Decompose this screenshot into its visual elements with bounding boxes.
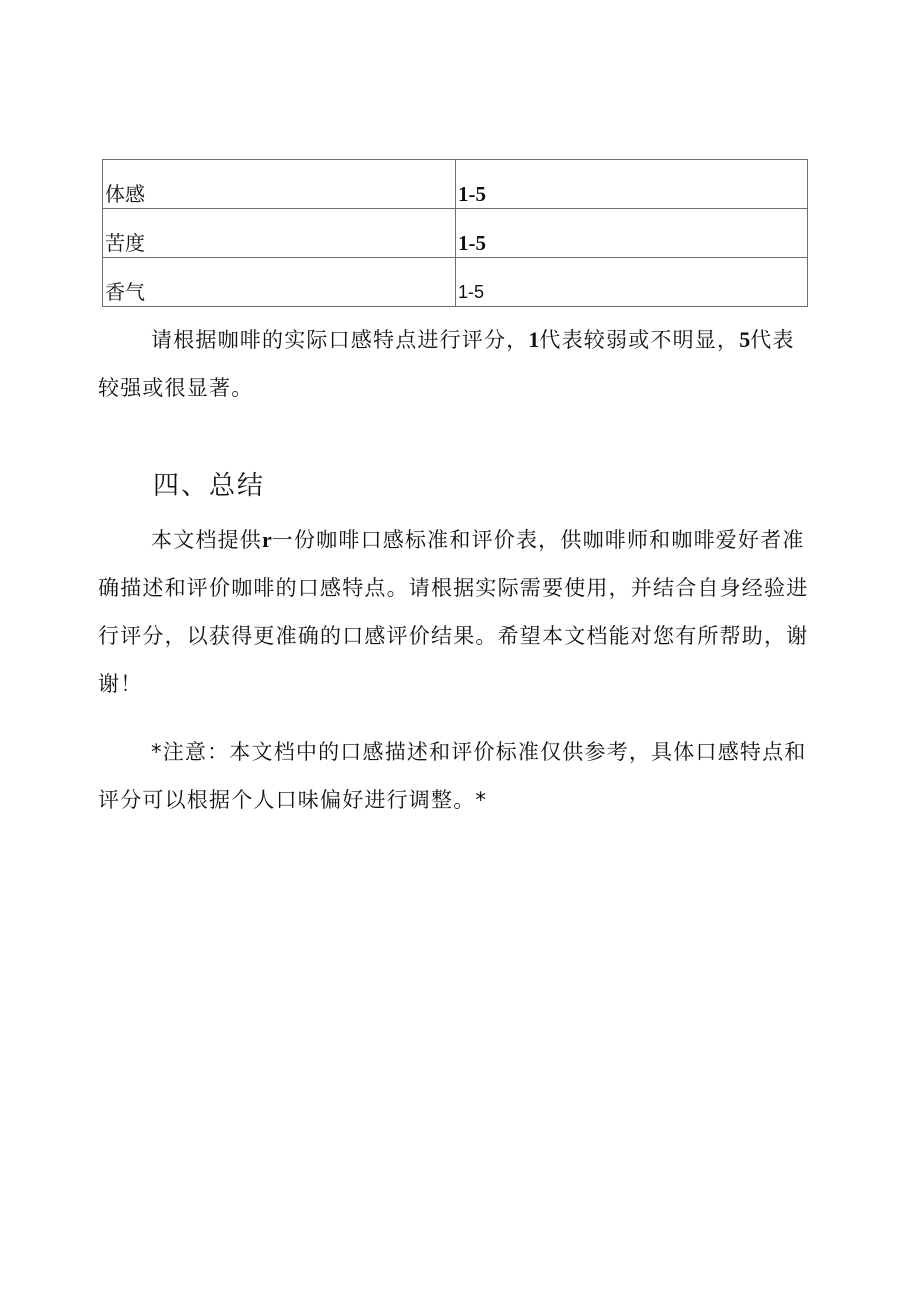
score-range: 1-5 xyxy=(458,182,486,206)
score-range: 1-5 xyxy=(458,282,485,302)
score-cell xyxy=(456,258,808,307)
scoring-note-min-value: 1 xyxy=(528,327,540,352)
attribute-name: 香气 xyxy=(105,280,145,304)
table-row xyxy=(103,209,808,258)
summary-text-1: 本文档提供 xyxy=(151,528,262,552)
table-row xyxy=(103,258,808,307)
attention-note-paragraph: *注意：本文档中的口感描述和评价标准仅供参考，具体口感特点和评分可以根据个人口味偏好进行调整。* xyxy=(98,740,807,812)
scoring-note-text-2: 代表较弱或不明显， xyxy=(539,328,740,352)
summary-stray-mark: r xyxy=(262,527,272,552)
score-cell xyxy=(456,209,808,258)
summary-paragraph xyxy=(98,516,816,708)
scoring-note-text-3: 代表较强或很显著。 xyxy=(98,328,795,400)
score-range: 1-5 xyxy=(458,231,486,255)
scoring-note-max-value: 5 xyxy=(739,327,751,352)
scoring-note-paragraph xyxy=(98,316,816,412)
attribute-cell xyxy=(103,209,456,258)
score-cell xyxy=(456,160,808,209)
score-table xyxy=(102,159,808,307)
section-heading: 四、总结 xyxy=(153,471,266,501)
attribute-name: 苦度 xyxy=(105,231,145,255)
attribute-cell xyxy=(103,160,456,209)
table-row xyxy=(103,160,808,209)
summary-text-2: 一份咖啡口感标准和评价表，供咖啡师和咖啡爱好者准确描述和评价咖啡的口感特点。请根据实际需要使用，并结合自身经验进行评分，以获得更准确的口感评价结果。希望本文档能对您有所帮助，谢谢！ xyxy=(98,528,809,696)
scoring-note-text-1: 请根据咖啡的实际口感特点进行评分， xyxy=(151,328,529,352)
attribute-name: 体感 xyxy=(105,182,145,206)
attribute-cell xyxy=(103,258,456,307)
